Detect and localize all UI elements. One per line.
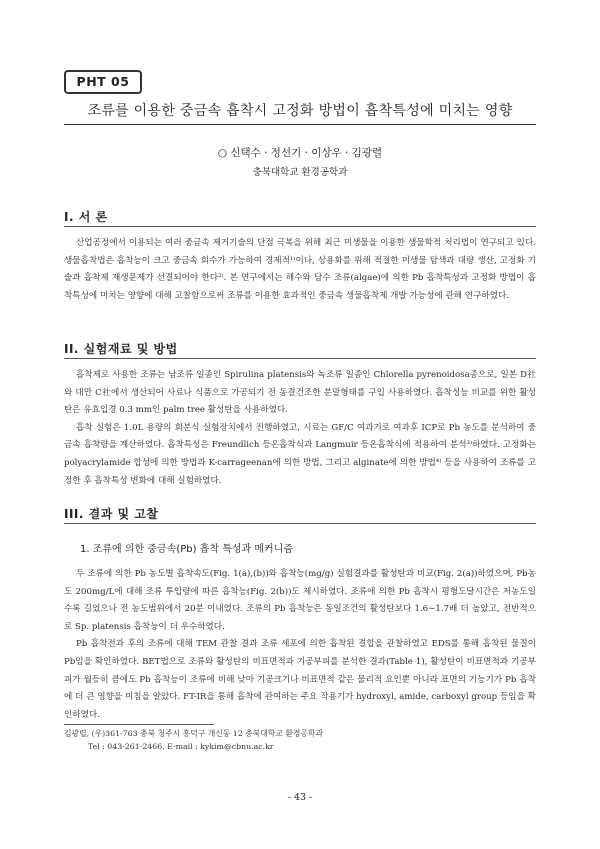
- page-number: - 43 -: [287, 792, 313, 803]
- title-divider: [64, 124, 536, 125]
- footnote: [64, 727, 323, 753]
- paper-title: 조류를 이용한 중금속 흡착시 고정화 방법이 흡착특성에 미치는 영향: [87, 103, 513, 119]
- author-list: ○ 신택수 · 정선기 · 이상우 · 김광렬: [217, 147, 383, 159]
- paragraph: 흡착제로 사용한 조류는 남조류 일종인 Spirulina platensis와 녹조류 일종인 Chlorella pyrenoidosa종으로, 일본 D社와 대만 C社에서 생산되어 사료나 식품으로 가공되기 전 동결건조한 분말형태를 구입 사용하였다. 흡착성능 비교를 위한 활성탄은 유효입경 0.3 mm인 palm tree 활성탄을 사용하였다.: [64, 370, 536, 416]
- section-heading-introduction: I. 서 론: [64, 210, 108, 224]
- paper-code-label: PHT 05: [64, 70, 142, 94]
- section-divider: [64, 523, 536, 524]
- results-text: [64, 566, 536, 724]
- footnote-divider: [64, 724, 214, 725]
- section-divider: [64, 358, 536, 359]
- paragraph: 흡착 실험은 1.0L 용량의 회분식 실험장치에서 진행하였고, 시료는 GF/C 여과기로 여과후 ICP로 Pb 농도를 분석하여 중금속 흡착량을 계산하였다. 흡착특성은 Freundlich 등온흡착식과 Langmuir 등온흡착식에 적용하여 분석³⁾하였다. 고정화는 polyacrylamide 합성에 의한 방법과 K-carrageenan에 의한 방법, 그리고 alginate에 의한 방법⁴⁾ 등을 사용하여 조류를 고정한 후 흡착특성 변화에 대해 실험하였다.: [64, 422, 536, 486]
- paragraph: 두 조류에 의한 Pb 농도별 흡착속도(Fig. 1(a),(b))와 흡착능(mg/g) 실험결과를 활성탄과 비교(Fig. 2(a))하였으며, Pb농도 200mg/L에 대해 조류 투입량에 따른 흡착능(Fig. 2(b))도 제시하였다. 조류에 의한 Pb 흡착시 평형도달시간은 저농도일수록 길었으나 전 농도범위에서 20분 이내였다. 조류의 Pb 흡착능은 동일조건의 활성탄보다 1.6∼1.7배 더 높았고, 전반적으로 Sp. platensis 흡착능이 더 우수하였다.: [64, 569, 536, 632]
- subsection-heading: 1. 조류에 의한 중금속(Pb) 흡착 특성과 메커니즘: [80, 544, 294, 555]
- section-heading-methods: II. 실험재료 및 방법: [64, 342, 178, 356]
- paragraph: Pb 흡착전과 후의 조류에 대해 TEM 관찰 결과 조류 세포에 의한 흡착된 결합을 관찰하였고 EDS를 통해 흡착된 물질이 Pb임을 확인하였다. BET법으로 조류와 활성탄의 비표면적과 기공부피를 분석한 결과(Table 1), 활성탄이 비표면적과 기공부피가 월등히 큼에도 Pb 흡착능이 조류에 비해 낮아 기공크기나 비표면적 같은 물리적 요인뿐 아니라 표면의 기능기가 Pb 흡착에 더 큰 영향을 미침을 알았다. FT-IR을 통해 흡착에 관여하는 주요 작용기가 hydroxyl, amide, carboxyl group 등임을 확인하였다.: [64, 639, 536, 720]
- affiliation: 충북대학교 환경공학과: [252, 167, 348, 178]
- introduction-text: [64, 235, 536, 305]
- methods-text: [64, 367, 536, 490]
- section-divider: [64, 226, 536, 227]
- paragraph: 산업공정에서 이용되는 여러 중금속 제거기술의 단점 극복을 위해 최근 미생물을 이용한 생물학적 처리법이 연구되고 있다. 생물흡착법은 흡착능이 크고 중금속 회수가 가능하여 경제적¹⁾이나, 상용화를 위해 적절한 미생물 탐색과 대량 생산, 고정화 기술과 흡착제 재생문제가 선결되어야 한다²⁾. 본 연구에서는 해수와 담수 조류(algae)에 의한 Pb 흡착특성과 고정화 방법이 흡착특성에 미치는 영향에 대해 고찰함으로써 조류를 이용한 효과적인 중금속 생물흡착제 개발 가능성에 관해 연구하였다.: [64, 238, 536, 301]
- footnote-contact: Tel : 043-261-2466, E-mail : kykim@cbnu.ac.kr: [88, 742, 274, 751]
- footnote-address: 김광렬, (우)361-763 충북 청주시 흥덕구 개신동 12 충북대학교 환경공학과: [64, 729, 324, 738]
- section-heading-results: III. 결과 및 고찰: [64, 507, 159, 521]
